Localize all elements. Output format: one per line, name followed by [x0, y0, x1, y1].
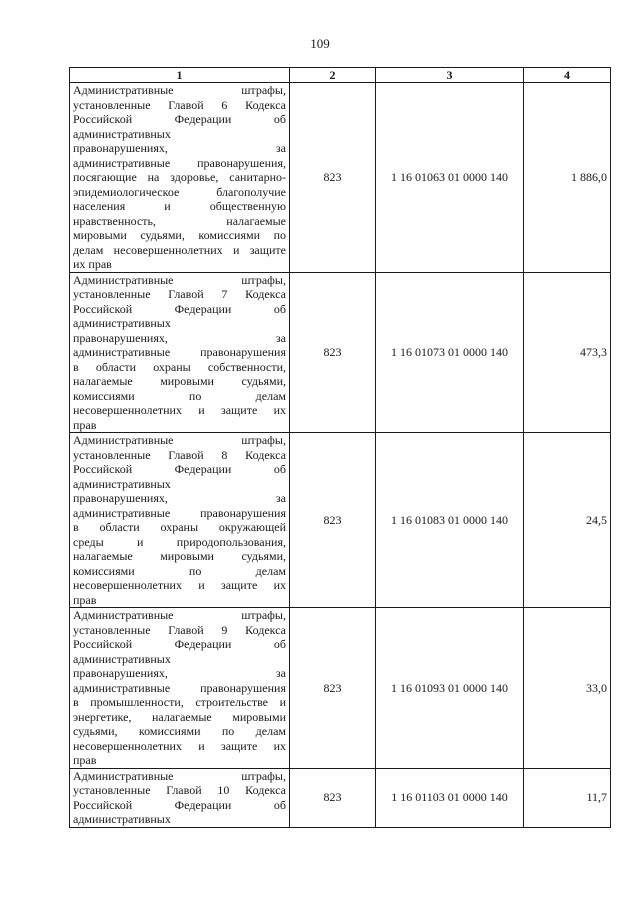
- revenue-name-line: правонарушениях, за: [73, 141, 286, 155]
- table-body: [70, 83, 611, 828]
- revenue-name-line: Административные штрафы,: [73, 272, 286, 287]
- revenue-name-line: налагаемые мировыми судьями,: [73, 549, 286, 563]
- revenue-name-line: административные правонарушения: [73, 680, 286, 695]
- revenue-name-line: установленные Главой 7 Кодекса: [73, 287, 286, 301]
- revenue-name-line: установленные Главой 6 Кодекса: [73, 97, 286, 112]
- revenue-name-line: правонарушениях, за: [73, 330, 286, 345]
- revenue-name-line: судьями, комиссиями по делам: [73, 724, 286, 738]
- revenue-name-line: делам несовершеннолетних и защите: [73, 242, 286, 257]
- revenue-name-line: комиссиями по делам: [73, 388, 286, 403]
- revenue-name-line: Российской Федерации об: [73, 301, 286, 316]
- amount-cell: 33,0: [524, 608, 611, 769]
- revenue-name-line: административные правонарушения: [73, 505, 286, 520]
- revenue-name-line: административные правонарушения: [73, 345, 286, 359]
- revenue-name-line: их прав: [73, 257, 112, 271]
- revenue-name-line: Административные штрафы,: [73, 768, 286, 783]
- revenue-name-line: правонарушениях, за: [73, 491, 286, 505]
- administrator-code-cell: 823: [290, 608, 376, 769]
- revenue-name-line: Административные штрафы,: [73, 83, 286, 97]
- revenue-name-line: в области охраны окружающей: [73, 520, 286, 534]
- revenue-name-cell: [70, 433, 290, 608]
- revenue-name-line: Российской Федерации об: [73, 637, 286, 651]
- revenue-name-line: административные правонарушения,: [73, 155, 286, 170]
- revenue-name-line: правонарушениях, за: [73, 666, 286, 680]
- revenue-name-line: Административные штрафы,: [73, 608, 286, 622]
- revenue-name-line: административных: [73, 316, 171, 330]
- revenue-name-line: прав: [73, 417, 97, 432]
- column-header-4: 4: [524, 68, 611, 83]
- administrator-code-cell: 823: [290, 83, 376, 273]
- revenue-name-line: населения и общественную: [73, 199, 286, 213]
- table-row: [70, 272, 611, 433]
- revenue-name-line: посягающие на здоровье, санитарно-: [73, 170, 286, 184]
- revenue-name-line: прав: [73, 753, 97, 767]
- table-row: [70, 768, 611, 827]
- revenue-name-cell: [70, 83, 290, 273]
- revenue-name-line: Российской Федерации об: [73, 797, 286, 812]
- revenue-name-line: административных: [73, 812, 171, 826]
- column-header-1: 1: [70, 68, 290, 83]
- budget-revenue-table: [69, 67, 611, 828]
- administrator-code-cell: 823: [290, 272, 376, 433]
- administrator-code-cell: 823: [290, 768, 376, 827]
- revenue-name-line: установленные Главой 10 Кодекса: [73, 783, 286, 797]
- budget-classification-code-cell: 1 16 01103 01 0000 140: [376, 768, 524, 827]
- revenue-name-line: административных: [73, 126, 171, 141]
- table-header-row: [70, 68, 611, 83]
- revenue-name-line: установленные Главой 8 Кодекса: [73, 447, 286, 462]
- revenue-name-line: Российской Федерации об: [73, 112, 286, 126]
- revenue-name-line: установленные Главой 9 Кодекса: [73, 622, 286, 637]
- revenue-name-line: в промышленности, строительстве и: [73, 695, 286, 709]
- table-row: [70, 433, 611, 608]
- revenue-name-cell: [70, 272, 290, 433]
- table-row: [70, 83, 611, 273]
- revenue-name-line: налагаемые мировыми судьями,: [73, 374, 286, 388]
- revenue-name-line: Российской Федерации об: [73, 462, 286, 476]
- budget-classification-code-cell: 1 16 01063 01 0000 140: [376, 83, 524, 273]
- revenue-name-line: нравственность, налагаемые: [73, 213, 286, 228]
- revenue-name-cell: [70, 768, 290, 827]
- revenue-name-line: эпидемиологическое благополучие: [73, 184, 286, 199]
- column-header-3: 3: [376, 68, 524, 83]
- amount-cell: 24,5: [524, 433, 611, 608]
- page-number: 109: [310, 36, 330, 51]
- revenue-name-line: среды и природопользования,: [73, 534, 286, 549]
- revenue-name-line: мировыми судьями, комиссиями по: [73, 228, 286, 242]
- budget-classification-code-cell: 1 16 01083 01 0000 140: [376, 433, 524, 608]
- revenue-name-line: энергетике, налагаемые мировыми: [73, 709, 286, 724]
- amount-cell: 473,3: [524, 272, 611, 433]
- revenue-name-line: Административные штрафы,: [73, 433, 286, 447]
- revenue-name-line: несовершеннолетних и защите их: [73, 738, 286, 753]
- revenue-name-line: прав: [73, 592, 97, 607]
- table-row: [70, 608, 611, 769]
- amount-cell: 11,7: [524, 768, 611, 827]
- column-header-2: 2: [290, 68, 376, 83]
- administrator-code-cell: 823: [290, 433, 376, 608]
- budget-classification-code-cell: 1 16 01073 01 0000 140: [376, 272, 524, 433]
- revenue-name-cell: [70, 608, 290, 769]
- revenue-name-line: административных: [73, 476, 171, 491]
- revenue-name-line: несовершеннолетних и защите их: [73, 403, 286, 417]
- revenue-name-line: административных: [73, 651, 171, 666]
- revenue-name-line: в области охраны собственности,: [73, 359, 286, 374]
- revenue-name-line: комиссиями по делам: [73, 563, 286, 578]
- budget-classification-code-cell: 1 16 01093 01 0000 140: [376, 608, 524, 769]
- revenue-name-line: несовершеннолетних и защите их: [73, 578, 286, 592]
- amount-cell: 1 886,0: [524, 83, 611, 273]
